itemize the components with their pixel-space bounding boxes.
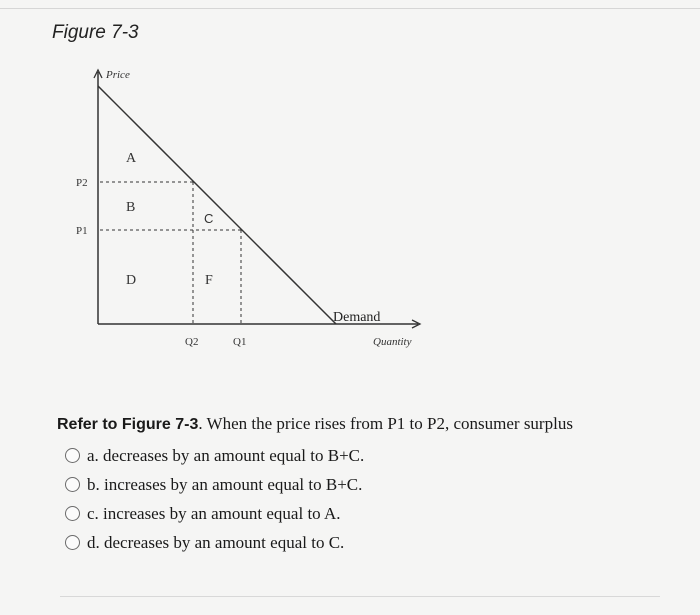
radio-button-icon[interactable] [65,448,80,463]
price-axis-label: Price [106,69,130,81]
radio-button-icon[interactable] [65,506,80,521]
q2-label: Q2 [185,336,199,348]
option-letter: d. [87,532,100,552]
radio-button-icon[interactable] [65,535,80,550]
option-a[interactable] [65,441,364,470]
option-text: increases by an amount equal to B+C. [104,474,363,494]
answer-options [65,441,364,557]
option-c[interactable] [65,499,364,528]
region-b-label: B [126,200,136,215]
q1-label: Q1 [233,336,247,348]
region-d-label: D [126,273,137,288]
option-b[interactable] [65,470,364,499]
option-letter: a. [87,445,99,465]
figure-reference: Refer to Figure 7-3 [57,416,199,433]
figure-title: Figure 7-3 [52,22,139,43]
option-text: increases by an amount equal to A. [103,503,341,523]
region-f-label: F [205,273,213,288]
region-a-label: A [126,151,137,166]
option-text: decreases by an amount equal to C. [104,532,345,552]
p2-label: P2 [76,177,88,189]
quantity-axis-label: Quantity [373,336,412,348]
question-body: . When the price rises from P1 to P2, consumer surplus [198,414,573,433]
option-text: decreases by an amount equal to B+C. [103,445,365,465]
option-letter: c. [87,503,99,523]
radio-button-icon[interactable] [65,477,80,492]
demand-label: Demand [333,310,381,325]
option-letter: b. [87,474,100,494]
bottom-divider [60,596,660,597]
question-text [57,414,573,434]
region-c-label: C [204,211,214,226]
p1-label: P1 [76,225,88,237]
option-d[interactable] [65,528,364,557]
